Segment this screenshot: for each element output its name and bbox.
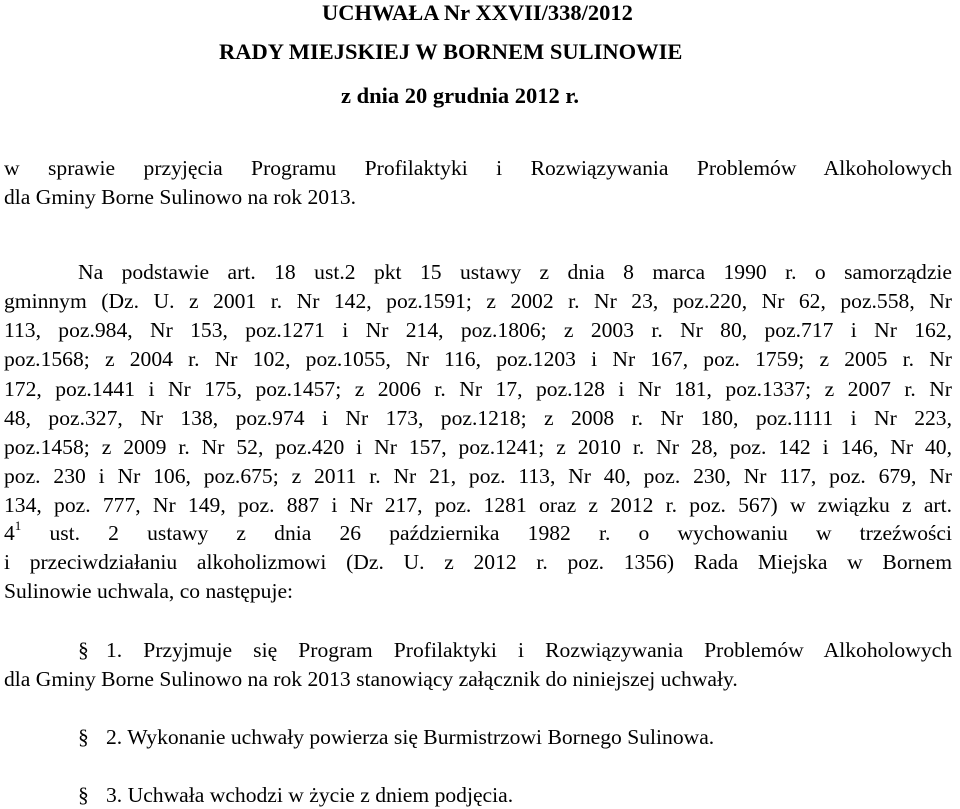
basis-line-3: 113, poz.984, Nr 153, poz.1271 i Nr 214, poz.1806; z 2003 r. Nr 80, poz.717 i Nr 162, [4, 318, 952, 342]
basis-line-1: Na podstawie art. 18 ust.2 pkt 15 ustawy z dnia 8 marca 1990 r. o samorządzie [78, 260, 952, 284]
basis-line-6: 48, poz.327, Nr 138, poz.974 i Nr 173, poz.1218; z 2008 r. Nr 180, poz.1111 i Nr 223, [4, 406, 952, 430]
article-number: 4 [4, 521, 15, 545]
basis-line-8: poz. 230 i Nr 106, poz.675; z 2011 r. Nr 21, poz. 113, Nr 40, poz. 230, Nr 117, poz. 679, Nr [4, 464, 952, 488]
resolution-date: z dnia 20 grudnia 2012 r. [341, 83, 579, 108]
subject-line-1: w sprawie przyjęcia Programu Profilaktyki i Rozwiązywania Problemów Alkoholowych [4, 156, 952, 180]
basis-line-7: poz.1458; z 2009 r. Nr 52, poz.420 i Nr 157, poz.1241; z 2010 r. Nr 28, poz. 142 i 146, Nr 40, [4, 435, 952, 459]
point-3-text: 3. Uchwała wchodzi w życie z dniem podjęcia. [106, 783, 514, 807]
resolution-issuer: RADY MIEJSKIEJ W BORNEM SULINOWIE [219, 39, 683, 64]
section-sign-2: § [78, 725, 89, 749]
basis-line-4: poz.1568; z 2004 r. Nr 102, poz.1055, Nr 116, poz.1203 i Nr 167, poz. 1759; z 2005 r. Nr [4, 347, 952, 371]
subject-line-2: dla Gminy Borne Sulinowo na rok 2013. [4, 185, 357, 209]
basis-line-10-text: ust. 2 ustawy z dnia 26 października 1982 r. o wychowaniu w trzeźwości [21, 521, 952, 545]
section-sign-1: § [78, 638, 89, 662]
section-sign-3: § [78, 783, 89, 807]
basis-line-12: Sulinowie uchwala, co następuje: [4, 579, 294, 603]
basis-line-5: 172, poz.1441 i Nr 175, poz.1457; z 2006 r. Nr 17, poz.128 i Nr 181, poz.1337; z 2007 r. Nr [4, 377, 952, 401]
article-superscript: 1 [14, 517, 22, 533]
basis-line-2: gminnym (Dz. U. z 2001 r. Nr 142, poz.1591; z 2002 r. Nr 23, poz.220, Nr 62, poz.558, Nr [4, 289, 952, 313]
basis-line-10 [4, 519, 952, 547]
point-2-text: 2. Wykonanie uchwały powierza się Burmistrzowi Bornego Sulinowa. [106, 725, 715, 749]
basis-line-9: 134, poz. 777, Nr 149, poz. 887 i Nr 217, poz. 1281 oraz z 2012 r. poz. 567) w związku z art. [4, 493, 952, 517]
basis-line-11: i przeciwdziałaniu alkoholizmowi (Dz. U. z 2012 r. poz. 1356) Rada Miejska w Bornem [4, 550, 952, 574]
point-1-line-1: 1. Przyjmuje się Program Profilaktyki i Rozwiązywania Problemów Alkoholowych [106, 638, 952, 662]
resolution-title: UCHWAŁA Nr XXVII/338/2012 [322, 0, 633, 25]
point-1-line-2: dla Gminy Borne Sulinowo na rok 2013 stanowiący załącznik do niniejszej uchwały. [4, 667, 738, 691]
